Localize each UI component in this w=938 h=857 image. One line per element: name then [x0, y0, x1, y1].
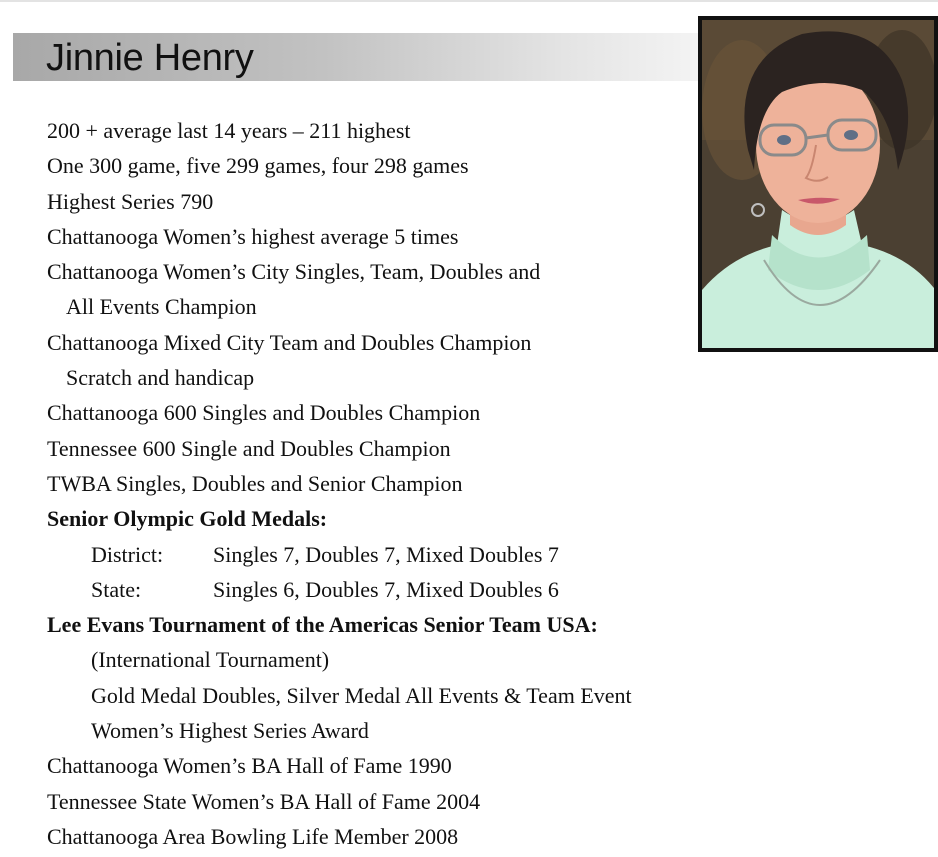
list-item: Highest Series 790	[47, 188, 214, 214]
accomplishments-list	[47, 113, 747, 854]
list-item: TWBA Singles, Doubles and Senior Champion	[47, 470, 463, 496]
lee-evans-line: Women’s Highest Series Award	[91, 718, 369, 744]
list-item: One 300 game, five 299 games, four 298 games	[47, 153, 469, 179]
lee-evans-heading: Lee Evans Tournament of the Americas Senior Team USA:	[47, 612, 598, 638]
profile-name: Jinnie Henry	[46, 37, 254, 79]
senior-olympics-row	[47, 537, 747, 572]
medal-level-label: State:	[91, 576, 142, 602]
list-item-continuation: Scratch and handicap	[66, 365, 255, 391]
senior-olympics-heading: Senior Olympic Gold Medals:	[47, 506, 328, 532]
name-banner	[13, 33, 703, 81]
senior-olympics-row	[47, 572, 747, 607]
list-item: Tennessee 600 Single and Doubles Champion	[47, 435, 451, 461]
medal-counts: Singles 7, Doubles 7, Mixed Doubles 7	[213, 541, 559, 567]
list-item: 200 + average last 14 years – 211 highest	[47, 118, 411, 143]
lee-evans-line: Gold Medal Doubles, Silver Medal All Events & Team Event	[91, 682, 632, 708]
medal-level-label: District:	[91, 541, 164, 567]
top-rule	[0, 0, 938, 2]
list-item: Chattanooga 600 Singles and Doubles Champion	[47, 400, 481, 426]
list-item: Chattanooga Women’s City Singles, Team, Doubles and	[47, 259, 541, 285]
honor-item: Tennessee State Women’s BA Hall of Fame 2004	[47, 788, 481, 814]
lee-evans-line: (International Tournament)	[91, 647, 330, 673]
honor-item: Chattanooga Women’s BA Hall of Fame 1990	[47, 753, 452, 779]
list-item-continuation: All Events Champion	[66, 294, 257, 320]
list-item: Chattanooga Mixed City Team and Doubles Champion	[47, 329, 532, 355]
list-item: Chattanooga Women’s highest average 5 times	[47, 223, 459, 249]
honor-item: Chattanooga Area Bowling Life Member 2008	[47, 823, 459, 849]
medal-counts: Singles 6, Doubles 7, Mixed Doubles 6	[213, 576, 559, 602]
